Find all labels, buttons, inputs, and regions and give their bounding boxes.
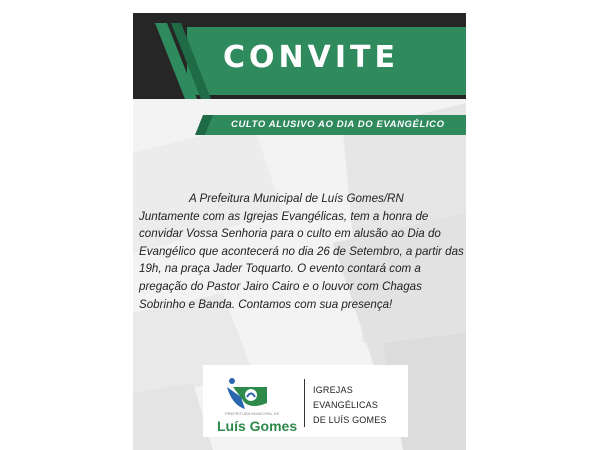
invite-title: CONVITE bbox=[223, 40, 399, 75]
organizer-line-1: IGREJAS EVANGÉLICAS bbox=[313, 385, 379, 410]
banner-stripes bbox=[155, 23, 215, 99]
organizer-line-2: DE LUÍS GOMES bbox=[313, 415, 387, 425]
logo-wordmark: Luís Gomes bbox=[217, 418, 298, 434]
subtitle-stripe bbox=[195, 115, 213, 135]
invitation-card bbox=[133, 13, 466, 450]
logo-divider bbox=[304, 379, 305, 427]
city-emblem-icon bbox=[223, 375, 269, 413]
invite-body: A Prefeitura Municipal de Luís Gomes/RN Juntamente com as Igrejas Evangélicas, tem a honra de convidar Vossa Senhoria para o culto em alusão ao Dia do Evangélico que acontecerá no dia 26 de Setembro, a partir das 19h, na praça Jader Toquarto. O evento contará com a pregação do Pastor Jairo Cairo e o louvor com Chagas Sobrinho e Banda. Contamos com sua presença! bbox=[139, 192, 464, 311]
logo-caption: PREFEITURA MUNICIPAL DE bbox=[225, 411, 280, 416]
organizer-label bbox=[313, 383, 405, 428]
invite-subtitle: CULTO ALUSIVO AO DIA DO EVANGÉLICO bbox=[231, 119, 445, 130]
footer-logo-box bbox=[203, 365, 408, 437]
